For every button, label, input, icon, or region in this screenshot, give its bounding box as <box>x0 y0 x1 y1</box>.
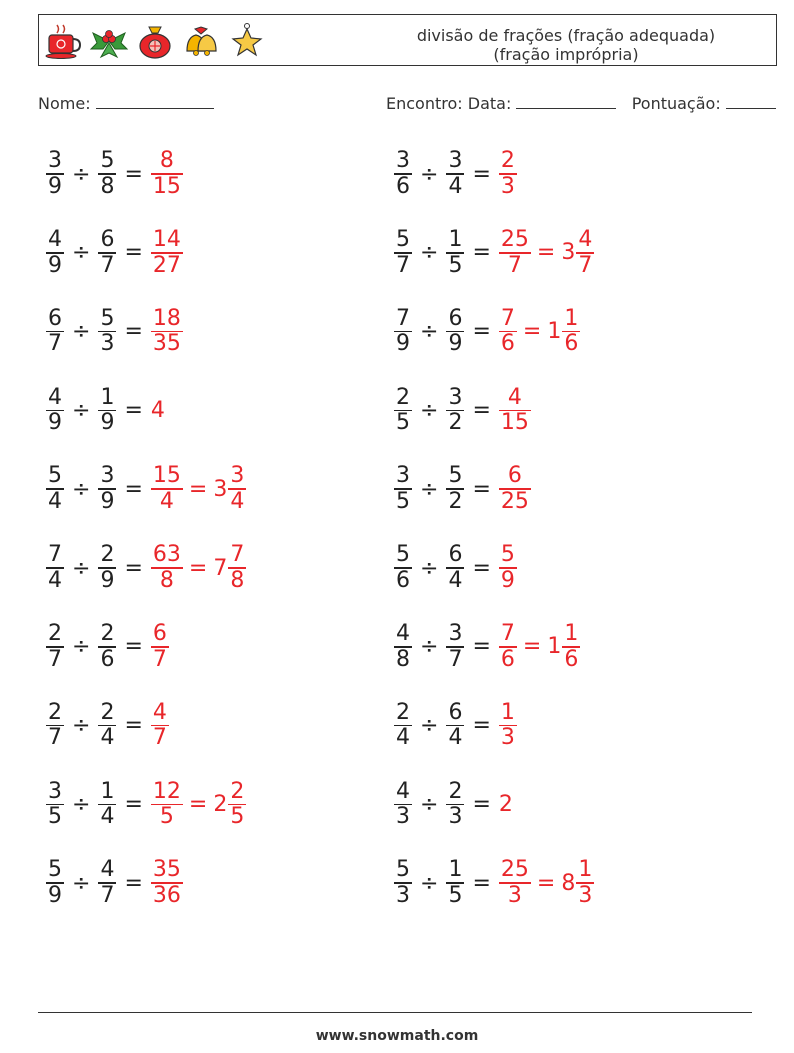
denominator: 5 <box>230 804 245 830</box>
dividend-fraction <box>394 780 412 830</box>
mixed-whole: 3 <box>213 476 228 502</box>
answer <box>151 780 246 830</box>
numerator: 5 <box>396 227 410 253</box>
answer <box>151 307 183 357</box>
denominator: 7 <box>100 252 115 278</box>
divide-sign: ÷ <box>72 161 91 187</box>
name-label: Nome: <box>38 94 91 113</box>
numerator: 2 <box>48 699 62 725</box>
numerator: 2 <box>100 699 115 725</box>
denominator: 3 <box>396 804 410 830</box>
divide-sign: ÷ <box>420 240 439 266</box>
denominator: 5 <box>396 488 410 514</box>
denominator: 4 <box>48 567 62 593</box>
dividend-fraction <box>46 622 64 672</box>
answer <box>499 307 580 357</box>
numerator: 1 <box>448 227 463 253</box>
numerator: 6 <box>152 621 167 647</box>
mixed-whole: 1 <box>547 634 562 660</box>
answer <box>151 701 169 751</box>
mixed-fraction <box>228 543 246 593</box>
dividend-fraction <box>46 228 64 278</box>
denominator: 3 <box>507 882 522 908</box>
divide-sign: ÷ <box>72 240 91 266</box>
denominator: 4 <box>100 804 115 830</box>
numerator: 2 <box>100 621 115 647</box>
answer-fraction <box>499 701 517 751</box>
denominator: 35 <box>152 331 181 357</box>
answer <box>151 228 183 278</box>
dividend-fraction <box>394 858 412 908</box>
numerator: 6 <box>448 542 463 568</box>
numerator: 6 <box>100 227 115 253</box>
answer <box>151 858 183 908</box>
dividend-fraction <box>46 858 64 908</box>
numerator: 1 <box>500 699 515 725</box>
divisor-fraction <box>98 149 116 199</box>
mixed-whole: 2 <box>213 791 228 817</box>
answer <box>151 543 246 593</box>
divisor-fraction <box>98 386 116 436</box>
answer-fraction <box>499 464 531 514</box>
numerator: 1 <box>564 621 579 647</box>
numerator: 14 <box>152 227 181 253</box>
dividend-fraction <box>46 307 64 357</box>
denominator: 9 <box>100 488 115 514</box>
denominator: 5 <box>448 882 463 908</box>
mixed-fraction <box>562 622 580 672</box>
dividend-fraction <box>46 386 64 436</box>
numerator: 3 <box>48 778 62 804</box>
answer-fraction <box>151 780 183 830</box>
denominator: 15 <box>500 410 529 436</box>
numerator: 3 <box>448 148 463 174</box>
answer <box>499 543 517 593</box>
numerator: 3 <box>48 148 62 174</box>
answer-fraction <box>151 464 183 514</box>
denominator: 8 <box>100 173 115 199</box>
numerator: 7 <box>500 305 515 331</box>
denominator: 8 <box>159 567 174 593</box>
equals-sign: = <box>472 240 491 266</box>
divide-sign: ÷ <box>420 555 439 581</box>
numerator: 3 <box>396 148 410 174</box>
answer-fraction <box>151 228 183 278</box>
numerator: 2 <box>448 778 463 804</box>
problem-item <box>46 303 183 361</box>
answer-fraction <box>151 543 183 593</box>
dividend-fraction <box>394 149 412 199</box>
denominator: 7 <box>100 882 115 908</box>
divide-sign: ÷ <box>72 397 91 423</box>
title-line-1: divisão de frações (fração adequada) <box>416 26 716 45</box>
numerator: 18 <box>152 305 181 331</box>
numerator: 2 <box>500 148 515 174</box>
answer-fraction <box>151 858 183 908</box>
equals-sign: = <box>472 555 491 581</box>
dividend-fraction <box>394 622 412 672</box>
equals-sign: = <box>124 476 143 502</box>
divide-sign: ÷ <box>72 791 91 817</box>
divide-sign: ÷ <box>72 555 91 581</box>
answer-fraction <box>499 386 531 436</box>
numerator: 4 <box>396 778 410 804</box>
dividend-fraction <box>46 464 64 514</box>
problem-item <box>46 224 183 282</box>
denominator: 5 <box>396 410 410 436</box>
problem-item <box>46 618 169 676</box>
problem-item <box>46 775 246 833</box>
equals-sign: = <box>124 240 143 266</box>
numerator: 2 <box>48 621 62 647</box>
denominator: 9 <box>396 331 410 357</box>
denominator: 3 <box>100 331 115 357</box>
divisor-fraction <box>446 307 464 357</box>
answer-fraction <box>499 149 517 199</box>
denominator: 6 <box>564 646 579 672</box>
dividend-fraction <box>46 701 64 751</box>
numerator: 5 <box>448 463 463 489</box>
numerator: 15 <box>152 463 181 489</box>
mixed-fraction <box>576 228 594 278</box>
numerator: 3 <box>230 463 245 489</box>
problem-item <box>394 618 580 676</box>
numerator: 1 <box>100 778 115 804</box>
denominator: 7 <box>578 252 593 278</box>
denominator: 7 <box>396 252 410 278</box>
divisor-fraction <box>446 149 464 199</box>
divide-sign: ÷ <box>420 397 439 423</box>
problem-item <box>394 854 594 912</box>
dividend-fraction <box>394 464 412 514</box>
footer-url: www.snowmath.com <box>315 1028 479 1044</box>
divide-sign: ÷ <box>420 791 439 817</box>
numerator: 4 <box>507 384 522 410</box>
denominator: 6 <box>396 173 410 199</box>
numerator: 6 <box>448 699 463 725</box>
denominator: 6 <box>564 331 579 357</box>
denominator: 3 <box>448 804 463 830</box>
divide-sign: ÷ <box>72 634 91 660</box>
numerator: 8 <box>159 148 174 174</box>
answer <box>151 149 183 199</box>
numerator: 5 <box>100 148 115 174</box>
numerator: 2 <box>396 699 410 725</box>
numerator: 2 <box>100 542 115 568</box>
divisor-fraction <box>446 228 464 278</box>
answer <box>499 228 594 278</box>
answer-equals-sign: = <box>536 240 556 266</box>
mixed-whole: 8 <box>561 870 576 896</box>
numerator: 35 <box>152 857 181 883</box>
answer <box>151 464 246 514</box>
answer-fraction <box>499 307 517 357</box>
equals-sign: = <box>124 791 143 817</box>
numerator: 1 <box>448 857 463 883</box>
divide-sign: ÷ <box>420 476 439 502</box>
numerator: 12 <box>152 778 181 804</box>
dividend-fraction <box>394 228 412 278</box>
numerator: 7 <box>500 621 515 647</box>
answer-fraction <box>499 858 531 908</box>
divisor-fraction <box>446 543 464 593</box>
denominator: 2 <box>448 488 463 514</box>
answer <box>499 386 531 436</box>
equals-sign: = <box>124 870 143 896</box>
divide-sign: ÷ <box>72 319 91 345</box>
divisor-fraction <box>446 622 464 672</box>
problem-item <box>394 224 594 282</box>
denominator: 27 <box>152 252 181 278</box>
numerator: 7 <box>230 542 245 568</box>
denominator: 9 <box>48 173 62 199</box>
equals-sign: = <box>472 713 491 739</box>
title-line-2: (fração imprópria) <box>493 45 639 64</box>
answer-whole: 4 <box>150 397 165 423</box>
equals-sign: = <box>472 397 491 423</box>
divisor-fraction <box>98 780 116 830</box>
divide-sign: ÷ <box>420 319 439 345</box>
equals-sign: = <box>472 476 491 502</box>
divisor-fraction <box>446 464 464 514</box>
divisor-fraction <box>98 622 116 672</box>
dividend-fraction <box>46 543 64 593</box>
numerator: 25 <box>500 227 529 253</box>
numerator: 4 <box>48 227 62 253</box>
numerator: 4 <box>578 227 593 253</box>
divisor-fraction <box>98 701 116 751</box>
denominator: 7 <box>48 725 62 751</box>
equals-sign: = <box>472 161 491 187</box>
problem-item <box>394 539 517 597</box>
equals-sign: = <box>472 634 491 660</box>
equals-sign: = <box>124 713 143 739</box>
denominator: 3 <box>396 882 410 908</box>
denominator: 8 <box>230 567 245 593</box>
answer-fraction <box>151 701 169 751</box>
dividend-fraction <box>46 780 64 830</box>
answer-equals-sign: = <box>188 476 208 502</box>
numerator: 7 <box>396 305 410 331</box>
equals-sign: = <box>472 870 491 896</box>
denominator: 8 <box>396 646 410 672</box>
equals-sign: = <box>472 791 491 817</box>
numerator: 3 <box>396 463 410 489</box>
denominator: 4 <box>230 488 245 514</box>
answer-equals-sign: = <box>522 634 542 660</box>
mixed-fraction <box>576 858 594 908</box>
numerator: 5 <box>396 542 410 568</box>
answer-fraction <box>151 307 183 357</box>
equals-sign: = <box>124 555 143 581</box>
denominator: 5 <box>448 252 463 278</box>
denominator: 5 <box>48 804 62 830</box>
divide-sign: ÷ <box>72 870 91 896</box>
answer-equals-sign: = <box>522 319 542 345</box>
equals-sign: = <box>124 161 143 187</box>
denominator: 4 <box>396 725 410 751</box>
denominator: 36 <box>152 882 181 908</box>
date-label: Encontro: Data: <box>386 94 512 113</box>
denominator: 7 <box>448 646 463 672</box>
numerator: 4 <box>48 384 62 410</box>
denominator: 5 <box>159 804 174 830</box>
answer-fraction <box>151 622 169 672</box>
divide-sign: ÷ <box>420 870 439 896</box>
numerator: 5 <box>500 542 515 568</box>
divide-sign: ÷ <box>420 161 439 187</box>
mixed-whole: 7 <box>213 555 228 581</box>
divisor-fraction <box>98 464 116 514</box>
equals-sign: = <box>472 319 491 345</box>
denominator: 3 <box>500 173 515 199</box>
denominator: 6 <box>500 331 515 357</box>
numerator: 6 <box>507 463 522 489</box>
denominator: 9 <box>100 567 115 593</box>
numerator: 5 <box>48 857 62 883</box>
answer <box>499 149 517 199</box>
divide-sign: ÷ <box>72 476 91 502</box>
denominator: 9 <box>500 567 515 593</box>
dividend-fraction <box>46 149 64 199</box>
problem-item <box>46 460 246 518</box>
answer <box>151 398 165 423</box>
equals-sign: = <box>124 319 143 345</box>
divisor-fraction <box>98 543 116 593</box>
mixed-whole: 3 <box>561 240 576 266</box>
denominator: 4 <box>159 488 174 514</box>
problem-item <box>394 697 517 755</box>
answer <box>499 464 531 514</box>
dividend-fraction <box>394 701 412 751</box>
numerator: 3 <box>448 621 463 647</box>
dividend-fraction <box>394 307 412 357</box>
denominator: 9 <box>448 331 463 357</box>
answer <box>499 701 517 751</box>
problem-item <box>46 697 169 755</box>
answer-fraction <box>151 149 183 199</box>
numerator: 4 <box>152 699 167 725</box>
denominator: 4 <box>48 488 62 514</box>
divisor-fraction <box>98 858 116 908</box>
numerator: 5 <box>48 463 62 489</box>
answer <box>151 622 169 672</box>
denominator: 9 <box>48 252 62 278</box>
numerator: 1 <box>578 857 593 883</box>
divisor-fraction <box>446 858 464 908</box>
numerator: 2 <box>396 384 410 410</box>
numerator: 5 <box>396 857 410 883</box>
answer-fraction <box>499 622 517 672</box>
divide-sign: ÷ <box>420 634 439 660</box>
denominator: 4 <box>448 725 463 751</box>
divide-sign: ÷ <box>420 713 439 739</box>
denominator: 6 <box>396 567 410 593</box>
numerator: 3 <box>448 384 463 410</box>
equals-sign: = <box>124 397 143 423</box>
numerator: 3 <box>100 463 115 489</box>
numerator: 2 <box>230 778 245 804</box>
divisor-fraction <box>98 307 116 357</box>
numerator: 6 <box>48 305 62 331</box>
denominator: 9 <box>48 410 62 436</box>
problem-item <box>394 303 580 361</box>
numerator: 63 <box>152 542 181 568</box>
answer-equals-sign: = <box>188 791 208 817</box>
mixed-fraction <box>228 780 246 830</box>
denominator: 2 <box>448 410 463 436</box>
problem-item <box>46 854 183 912</box>
divide-sign: ÷ <box>72 713 91 739</box>
denominator: 7 <box>152 646 167 672</box>
answer-whole: 2 <box>498 791 513 817</box>
answer-fraction <box>499 543 517 593</box>
answer-equals-sign: = <box>536 870 556 896</box>
dividend-fraction <box>394 543 412 593</box>
problem-item <box>394 145 517 203</box>
numerator: 25 <box>500 857 529 883</box>
footer-divider <box>38 1012 752 1013</box>
denominator: 7 <box>152 725 167 751</box>
problem-item <box>46 381 165 439</box>
problem-item <box>394 775 513 833</box>
numerator: 1 <box>564 305 579 331</box>
problem-item <box>46 539 246 597</box>
divisor-fraction <box>98 228 116 278</box>
dividend-fraction <box>394 386 412 436</box>
problem-item <box>46 145 183 203</box>
problem-item <box>394 381 531 439</box>
denominator: 3 <box>578 882 593 908</box>
denominator: 4 <box>100 725 115 751</box>
answer-equals-sign: = <box>188 555 208 581</box>
denominator: 6 <box>100 646 115 672</box>
divisor-fraction <box>446 701 464 751</box>
denominator: 7 <box>507 252 522 278</box>
answer <box>499 858 594 908</box>
answer-fraction <box>499 228 531 278</box>
mixed-whole: 1 <box>547 319 562 345</box>
denominator: 9 <box>48 882 62 908</box>
equals-sign: = <box>124 634 143 660</box>
mixed-fraction <box>228 464 246 514</box>
numerator: 7 <box>48 542 62 568</box>
answer <box>499 622 580 672</box>
denominator: 4 <box>448 173 463 199</box>
denominator: 7 <box>48 646 62 672</box>
denominator: 3 <box>500 725 515 751</box>
mixed-fraction <box>562 307 580 357</box>
denominator: 6 <box>500 646 515 672</box>
answer <box>499 792 513 817</box>
divisor-fraction <box>446 780 464 830</box>
problem-item <box>394 460 531 518</box>
numerator: 4 <box>396 621 410 647</box>
numerator: 5 <box>100 305 115 331</box>
divisor-fraction <box>446 386 464 436</box>
numerator: 4 <box>100 857 115 883</box>
denominator: 25 <box>500 488 529 514</box>
denominator: 7 <box>48 331 62 357</box>
numerator: 1 <box>100 384 115 410</box>
score-label: Pontuação: <box>631 94 721 113</box>
numerator: 6 <box>448 305 463 331</box>
denominator: 4 <box>448 567 463 593</box>
denominator: 15 <box>152 173 181 199</box>
denominator: 9 <box>100 410 115 436</box>
